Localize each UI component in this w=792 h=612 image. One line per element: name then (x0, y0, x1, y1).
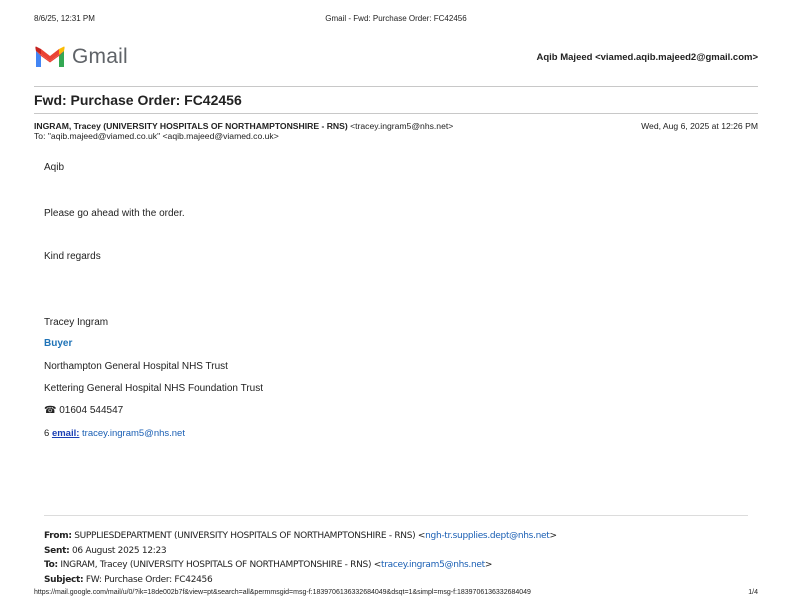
signature-phone (44, 405, 123, 416)
print-header (34, 14, 758, 26)
quoted-divider (44, 515, 748, 516)
print-datetime: 8/6/25, 12:31 PM (34, 14, 95, 23)
quoted-from-email[interactable]: ngh-tr.supplies.dept@nhs.net (425, 531, 550, 541)
signature-title: Buyer (44, 338, 73, 349)
sender-name: INGRAM, Tracey (UNIVERSITY HOSPITALS OF NORTHAMPTONSHIRE - RNS) (34, 121, 348, 131)
body-line: Please go ahead with the order. (44, 208, 185, 219)
gmail-wordmark: Gmail (72, 45, 128, 68)
subject-divider (34, 113, 758, 114)
quoted-to (44, 558, 557, 573)
to-value: "aqib.majeed@viamed.co.uk" <aqib.majeed@viamed.co.uk> (47, 131, 279, 141)
to-label: To: (34, 131, 46, 141)
gmail-m-icon (34, 45, 66, 69)
header-divider (34, 86, 758, 87)
quoted-sent-value: 06 August 2025 12:23 (71, 545, 167, 556)
signature-org-2: Kettering General Hospital NHS Foundation Trust (44, 383, 263, 394)
message-to (34, 131, 279, 141)
greeting: Aqib (44, 162, 65, 173)
quoted-to-label: To: (44, 560, 58, 570)
quoted-to-email[interactable]: tracey.ingram5@nhs.net (380, 560, 485, 570)
message-date: Wed, Aug 6, 2025 at 12:26 PM (641, 121, 758, 131)
quoted-sent (44, 544, 557, 559)
quoted-to-close: > (484, 560, 493, 570)
print-footer (34, 589, 758, 596)
quoted-subject-label: Subject: (44, 574, 84, 585)
email-label-link[interactable]: email: (51, 428, 80, 439)
message-from (34, 121, 453, 131)
account-identity: Aqib Majeed <viamed.aqib.majeed2@gmail.com> (536, 52, 758, 63)
print-page-number: 1/4 (748, 589, 758, 596)
quoted-to-value: INGRAM, Tracey (UNIVERSITY HOSPITALS OF NORTHAMPTONSHIRE - RNS) < (60, 560, 381, 570)
quoted-header (44, 529, 557, 587)
signature-name: Tracey Ingram (44, 317, 109, 328)
quoted-subject-value: FW: Purchase Order: FC42456 (85, 574, 213, 585)
quoted-from-close: > (549, 531, 557, 541)
signature-email (44, 428, 185, 439)
phone-icon: ☎ (44, 405, 57, 416)
quoted-subject (44, 573, 557, 588)
message-subject: Fwd: Purchase Order: FC42456 (34, 92, 242, 108)
quoted-from (44, 529, 557, 544)
closing: Kind regards (44, 251, 101, 262)
quoted-from-value: SUPPLIESDEPARTMENT (UNIVERSITY HOSPITALS OF NORTHAMPTONSHIRE - RNS) < (74, 531, 426, 541)
signature-org-1: Northampton General Hospital NHS Trust (44, 361, 228, 372)
quoted-sent-label: Sent: (44, 545, 70, 556)
gmail-logo (34, 44, 128, 70)
phone-number: 01604 544547 (59, 405, 124, 416)
sender-email: <tracey.ingram5@nhs.net> (350, 121, 454, 131)
print-doc-title: Gmail - Fwd: Purchase Order: FC42456 (325, 14, 467, 23)
print-url: https://mail.google.com/mail/u/0/?ik=18de002b7f&view=pt&search=all&permmsgid=msg-f:1839706136332684049&dsqt=1&simpl=msg-f:1839706136332684049 (34, 589, 531, 596)
email-link[interactable]: tracey.ingram5@nhs.net (82, 428, 185, 439)
email-prefix: 6 (44, 428, 50, 439)
quoted-from-label: From: (44, 531, 72, 541)
